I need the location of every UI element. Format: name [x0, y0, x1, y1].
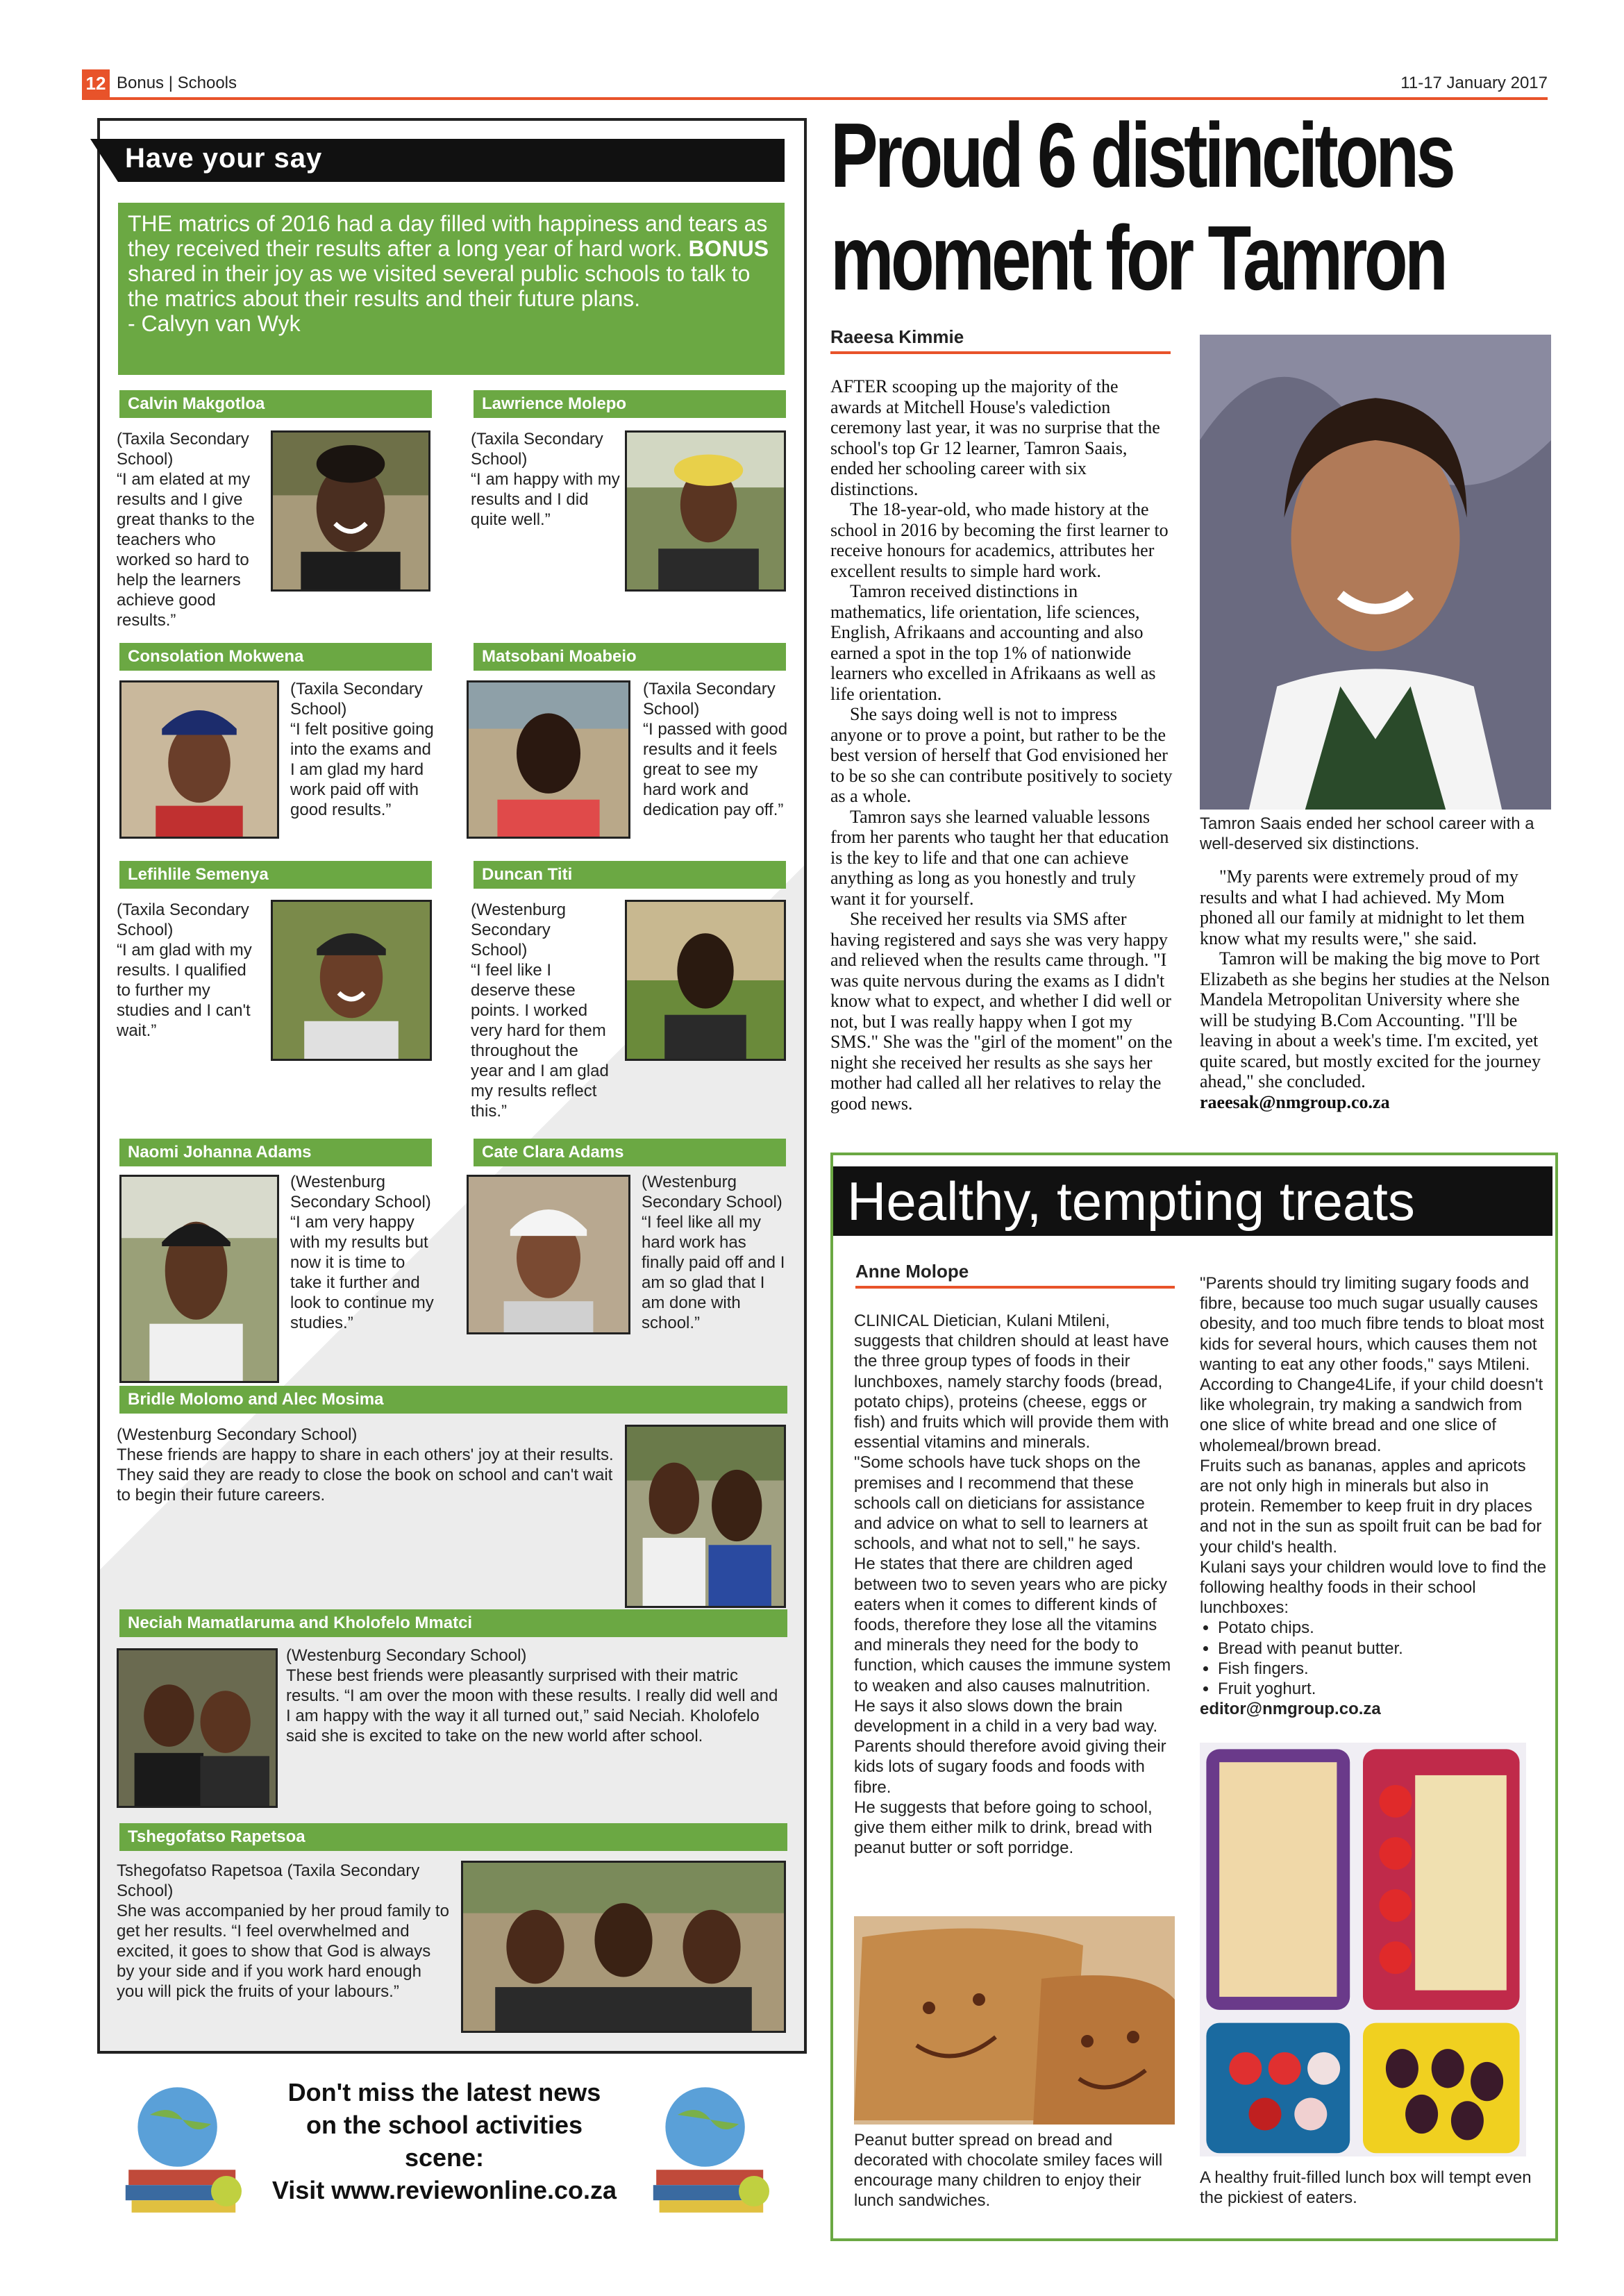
profile-name: Lawrience Molepo — [474, 390, 786, 418]
paragraph: AFTER scooping up the majority of the awards at Mitchell House's valediction ceremony last year, it was no surprise that the school's top Gr 12 learner, Tamron Saais, ended her schooling career with six distinctions. — [830, 376, 1160, 499]
intro-brand: BONUS — [688, 236, 769, 261]
page-number: 12 — [82, 69, 110, 97]
profile-quote: (Taxila Secondary School) “I am happy with my results and I did quite well.” — [471, 430, 620, 529]
profile-photo — [117, 1648, 278, 1808]
profile-photo — [461, 1861, 786, 2033]
paragraph: Tamron received distinctions in mathematics, life orientation, life sciences, English, Afrikaans and accounting and also earned a spot in the top 1% of nationwide learners who excelled in Afrikaans as well as life orientation. — [830, 581, 1156, 704]
profile-name: Lefihlile Semenya — [119, 861, 432, 889]
profile-name: Consolation Mokwena — [119, 643, 432, 671]
profile-quote: (Taxila Secondary School) “I am elated at my results and I give great thanks to the teachers who worked so hard to help the learners achieve good results.” — [117, 430, 255, 630]
have-your-say-title: Have your say — [125, 143, 323, 174]
profile-photo — [467, 1175, 630, 1334]
list-item: • Fruit yoghurt. — [1218, 1679, 1547, 1699]
profile-photo — [271, 900, 432, 1061]
paragraph: She received her results via SMS after having registered and says she was very happy and relieved when the results came through. "I was quite nervous during the exams as I didn't know what to expect, and whether I did well or not, but I was really happy when I got my SMS." She was the "girl of the moment" on the night she received her results as she says her mother had called all her relatives to relay the good news. — [830, 909, 1173, 1114]
tamron-body — [830, 376, 1173, 1114]
promo-text — [264, 2076, 625, 2206]
lunchbox-photo — [1200, 1743, 1526, 2156]
intro-rest: shared in their joy as we visited several public schools to talk to the matrics about their results and their future plans. — [128, 261, 751, 311]
healthy-body-col1 — [854, 1311, 1173, 1858]
tamron-photo-caption: Tamron Saais ended her school career with a well-deserved six distinctions. — [1200, 814, 1534, 853]
profile-name: Cate Clara Adams — [474, 1139, 786, 1166]
paragraph: Fruits such as bananas, apples and apricots are not only high in minerals but also in protein. Remember to keep fruit in dry places and not in the sun as spoilt fruit can be bad for your child's health. — [1200, 1456, 1542, 1557]
paragraph: Tamron says she learned valuable lessons from her parents who taught her that education is the key to life and that one can achieve anything as long as you honestly and truly want it for yourself. — [830, 806, 1169, 909]
byline-rule — [855, 1286, 1175, 1289]
profile-name: Neciah Mamatlaruma and Kholofelo Mmatci — [119, 1609, 787, 1637]
profile-photo — [119, 680, 279, 839]
tamron-byline: Raeesa Kimmie — [830, 326, 964, 347]
profile-name: Calvin Makgotloa — [119, 390, 432, 418]
paragraph: She says doing well is not to impress anyone or to prove a point, but rather to be the best version of herself that God envisioned her to be so she can contribute positively to society as a whole. — [830, 704, 1173, 806]
tamron-body-right — [1200, 866, 1551, 1112]
profile-quote: (Taxila Secondary School) “I passed with good results and it feels great to see my hard work and dedication pay off.” — [643, 680, 788, 819]
profile-photo — [625, 1425, 786, 1608]
intro-box — [118, 203, 785, 375]
healthy-food-list — [1200, 1618, 1547, 1699]
paragraph: "My parents were extremely proud of my results and what I had achieved. My Mom phoned all our family at midnight to let them know what my results were," she said. — [1200, 866, 1525, 948]
author-email: editor@nmgroup.co.za — [1200, 1700, 1381, 1719]
profile-name: Tshegofatso Rapetsoa — [119, 1823, 787, 1851]
paragraph: Parents should therefore avoid giving their kids lots of sugary foods and foods with fibre. — [854, 1737, 1166, 1797]
promo-link[interactable]: Visit www.reviewonline.co.za — [271, 2176, 617, 2204]
profile-name: Naomi Johanna Adams — [119, 1139, 432, 1166]
headline-line: moment for Tamron — [830, 207, 1446, 309]
author-email: raeesak@nmgroup.co.za — [1200, 1091, 1390, 1112]
paragraph: He suggests that before going to school, give them either milk to drink, bread with peanut butter or soft porridge. — [854, 1798, 1153, 1858]
tamron-headline — [830, 104, 1453, 310]
profile-quote: (Westenburg Secondary School) These friends are happy to share in each others' joy at their results. They said they are ready to close the book on school and can't wait to begin their future careers. — [117, 1425, 614, 1505]
profile-quote: Tshegofatso Rapetsoa (Taxila Secondary School) She was accompanied by her proud family to get her results. “I feel overwhelmed and excited, it goes to show that God is always by your side and if you work hard enough you will pick the fruits of your labours.” — [117, 1861, 449, 2001]
healthy-byline: Anne Molope — [855, 1261, 969, 1282]
profile-photo — [119, 1175, 279, 1383]
healthy-headline: Healthy, tempting treats — [833, 1166, 1552, 1236]
profile-quote: (Taxila Secondary School) “I felt positive going into the exams and I am glad my hard work paid off with good results.” — [290, 680, 434, 819]
globe-books-icon — [104, 2069, 257, 2222]
list-item: • Potato chips. — [1218, 1618, 1547, 1638]
paragraph: Tamron will be making the big move to Port Elizabeth as she begins her studies at the Nelson Mandela Metropolitan University where she will be studying B.Com Accounting. "I'll be leaving in about a week's time. I'm excited, yet quite scared, but mostly excited for the journey ahead," she concluded. — [1200, 948, 1550, 1091]
have-your-say-title-bar — [118, 139, 785, 182]
list-item: • Fish fingers. — [1218, 1659, 1547, 1679]
list-item: • Bread with peanut butter. — [1218, 1639, 1547, 1659]
paragraph: The 18-year-old, who made history at the school in 2016 by becoming the first learner to receive honours for academics, attributes her excellent results to simple hard work. — [830, 499, 1169, 581]
section-label: Bonus | Schools — [117, 74, 237, 92]
paragraph: CLINICAL Dietician, Kulani Mtileni, suggests that children should at least have the three group types of foods in their lunchboxes, namely starchy foods (bread, potato chips), proteins (cheese, eggs or fish) and fruits which will provide them with essential vitamins and minerals. — [854, 1312, 1169, 1452]
profile-quote: (Westenburg Secondary School) “I am very happy with my results but now it is time to take it further and look to continue my studies.” — [290, 1173, 434, 1332]
paragraph: "Some schools have tuck shops on the premises and I recommend that these schools call on dieticians for assistance and advice on what to sell to learners at schools, and what not to sell," he says. — [854, 1453, 1148, 1554]
profile-photo — [271, 430, 430, 592]
tamron-photo — [1200, 335, 1551, 810]
byline-rule — [830, 351, 1171, 354]
profile-name: Duncan Titi — [474, 861, 786, 889]
promo-line: scene: — [404, 2143, 485, 2172]
paragraph: Kulani says your children would love to find the following healthy foods in their school lunchboxes: — [1200, 1557, 1546, 1618]
profile-photo — [625, 430, 786, 592]
profile-photo — [467, 680, 630, 839]
intro-lead: THE matrics of 2016 had a day filled with happiness and tears as they received their results after a long year of hard work. — [128, 211, 768, 261]
peanut-butter-photo — [854, 1916, 1175, 2125]
profile-quote: (Westenburg Secondary School) “I feel like I deserve these points. I worked very hard for them throughout the year and I am glad my results reflect this.” — [471, 900, 609, 1121]
profile-photo — [625, 900, 786, 1061]
promo-line: Don't miss the latest news — [287, 2078, 601, 2106]
paragraph: He states that there are children aged between two to seven years who are picky eaters when it comes to different kinds of foods, therefore they lose all the vitamins and minerals they need for the body to function, which causes the immune system to weaken and also causes malnutrition. He says it also slows down the brain development in a child in a very bad way. — [854, 1555, 1171, 1736]
issue-date: 11-17 January 2017 — [1400, 74, 1548, 92]
profile-quote: (Taxila Secondary School) “I am glad with my results. I qualified to further my studies and I can't wait.” — [117, 900, 252, 1040]
globe-books-icon — [632, 2069, 785, 2222]
headline-line: Proud 6 distincitons — [830, 104, 1453, 206]
peanut-butter-caption: Peanut butter spread on bread and decorated with chocolate smiley faces will encourage many children to enjoy their lunch sandwiches. — [854, 2131, 1163, 2210]
profile-quote: (Westenburg Secondary School) “I feel like all my hard work has finally paid off and I am so glad that I am done with school.” — [642, 1173, 785, 1332]
profile-quote: (Westenburg Secondary School) These best friends were pleasantly surprised with their matric results. “I am over the moon with these results. I really did well and I am happy with the way it all turned out,” said Neciah. Kholofelo said she is excited to take on the new world after school. — [286, 1646, 778, 1745]
intro-author: - Calvyn van Wyk — [128, 311, 301, 336]
promo-line: on the school activities — [305, 2111, 583, 2139]
lunchbox-caption: A healthy fruit-filled lunch box will tempt even the pickiest of eaters. — [1200, 2168, 1532, 2207]
paragraph: "Parents should try limiting sugary foods and fibre, because too much sugar usually causes obesity, and too much fibre tends to bloat most kids for several hours, which causes them not wanting to eat any other foods," says Mtileni. — [1200, 1274, 1544, 1374]
paragraph: According to Change4Life, if your child doesn't like wholegrain, try making a sandwich from one slice of white bread and one slice of wholemeal/brown bread. — [1200, 1375, 1543, 1455]
healthy-body-col2 — [1200, 1273, 1547, 1719]
profile-name: Matsobani Moabeio — [474, 643, 786, 671]
header-rule — [82, 97, 1548, 100]
profile-name: Bridle Molomo and Alec Mosima — [119, 1386, 787, 1414]
